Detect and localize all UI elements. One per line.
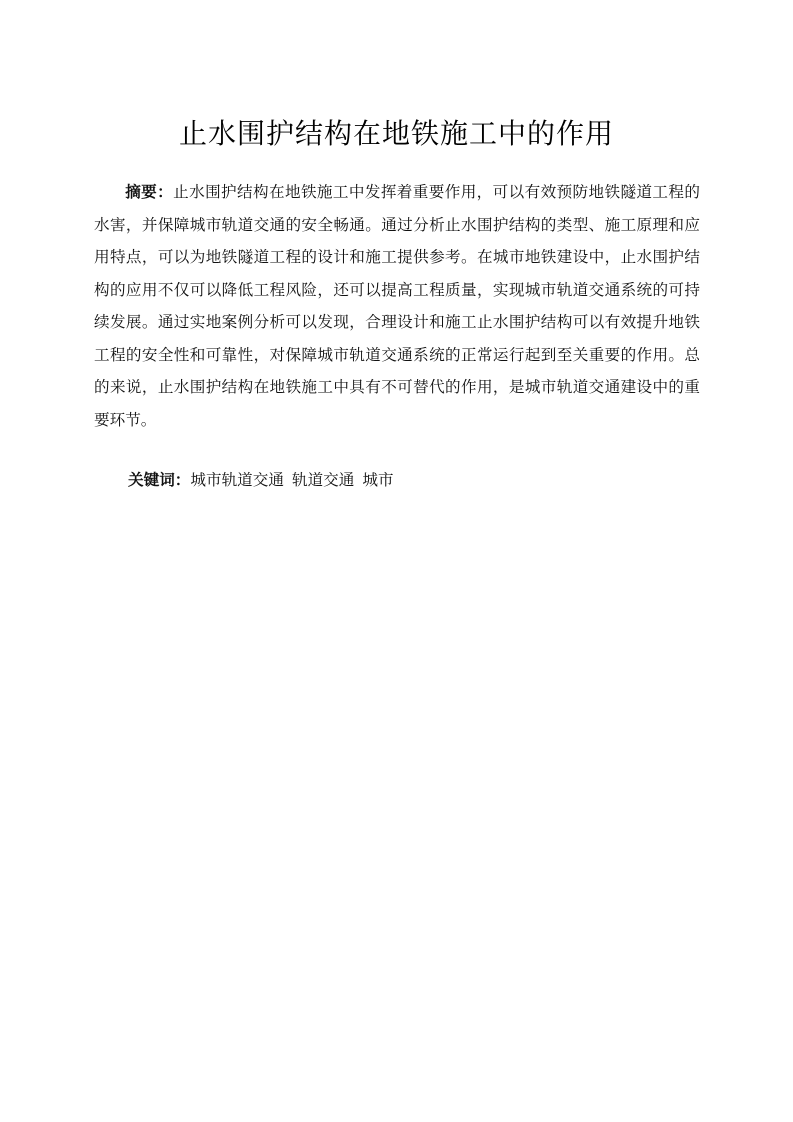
abstract-text: 止水围护结构在地铁施工中发挥着重要作用，可以有效预防地铁隧道工程的水害，并保障城市轨道交通的安全畅通。通过分析止水围护结构的类型、施工原理和应用特点，可以为地铁隧道工程的设计和施工提供参考。在城市地铁建设中，止水围护结构的应用不仅可以降低工程风险，还可以提高工程质量，实现城市轨道交通系统的可持续发展。通过实地案例分析可以发现，合理设计和施工止水围护结构可以有效提升地铁工程的安全性和可靠性，对保障城市轨道交通系统的正常运行起到至关重要的作用。总的来说，止水围护结构在地铁施工中具有不可替代的作用，是城市轨道交通建设中的重要环节。 [94, 183, 700, 429]
keyword: 城市 [362, 471, 394, 489]
keywords-label: 关键词： [128, 471, 191, 489]
keyword: 轨道交通 [291, 471, 355, 489]
keyword: 城市轨道交通 [190, 471, 284, 489]
abstract-label: 摘要： [125, 183, 174, 201]
abstract-paragraph [94, 176, 700, 436]
keywords-line [128, 464, 700, 496]
paper-title: 止水围护结构在地铁施工中的作用 [178, 117, 614, 150]
